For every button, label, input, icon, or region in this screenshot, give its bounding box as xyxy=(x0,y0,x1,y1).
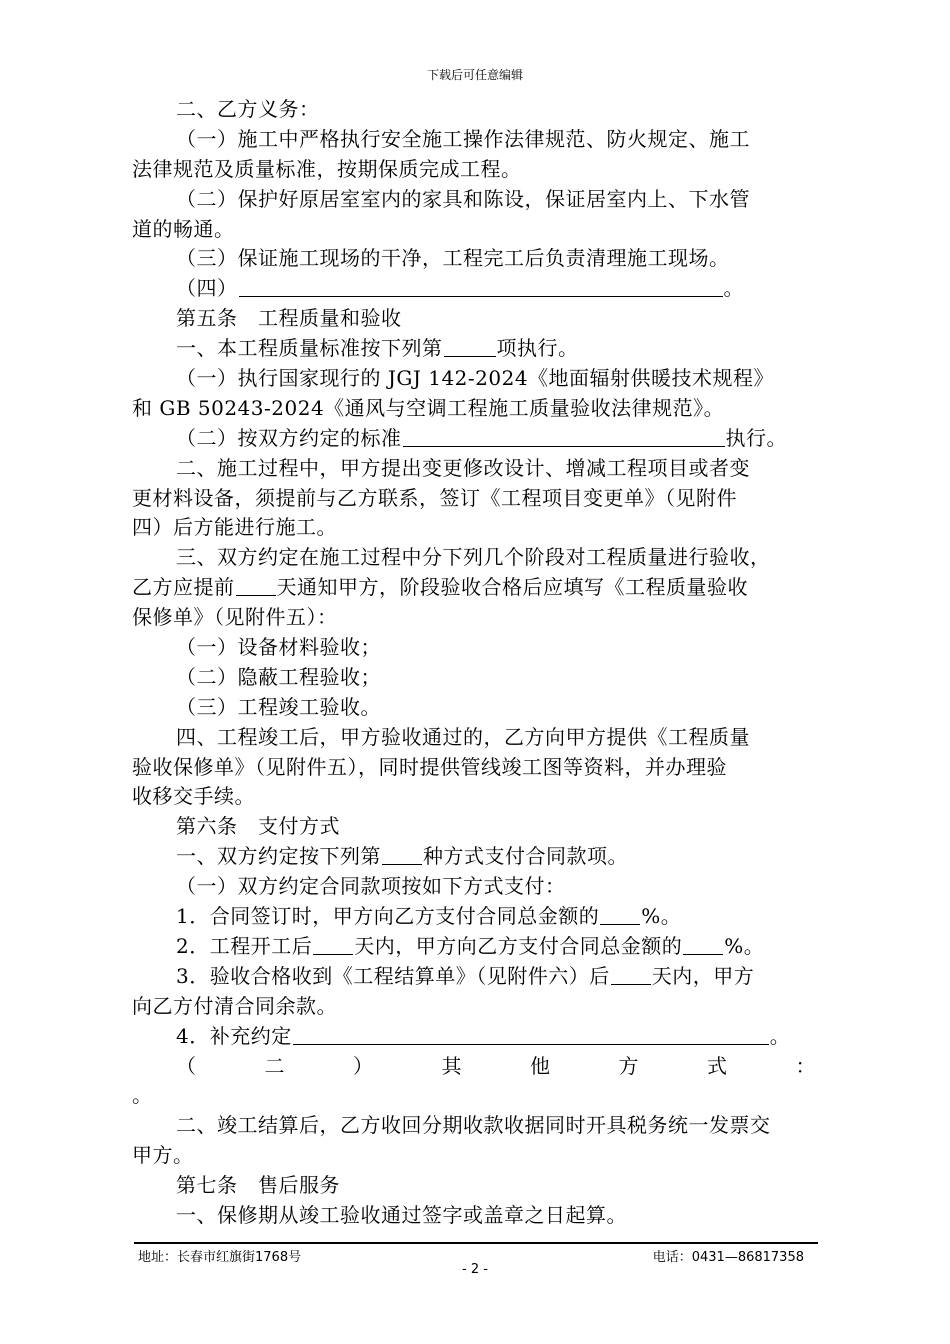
text-line: 二、竣工结算后，乙方收回分期收款收据同时开具税务统一发票交 xyxy=(176,1113,771,1138)
text-line: （一）双方约定合同款项按如下方式支付： xyxy=(176,874,566,899)
text-line: 更材料设备，须提前与乙方联系，签订《工程项目变更单》（见附件 xyxy=(132,485,737,510)
text-line: 四）后方能进行施工。 xyxy=(132,515,337,540)
text-line: 验收保修单》（见附件五），同时提供管线竣工图等资料，并办理验 xyxy=(132,754,727,779)
fill-blank[interactable] xyxy=(683,934,723,955)
footer-divider xyxy=(134,1242,818,1244)
fill-blank[interactable] xyxy=(293,1024,769,1045)
text-line xyxy=(132,842,822,872)
spaced-char: 二 xyxy=(264,1053,285,1078)
spaced-text-line xyxy=(132,1052,822,1082)
text-segment: 一、本工程质量标准按下列第 xyxy=(176,336,443,361)
text-segment: 3．验收合格收到《工程结算单》（见附件六）后 xyxy=(176,963,610,988)
spaced-char: ： xyxy=(795,1053,816,1078)
text-segment: 。 xyxy=(723,276,744,301)
footer-phone: 电话：0431—86817358 xyxy=(652,1250,804,1265)
fill-blank[interactable] xyxy=(236,575,276,596)
text-line: 道的畅通。 xyxy=(132,216,235,241)
spaced-char: 方 xyxy=(618,1053,639,1078)
spaced-char: 式 xyxy=(707,1053,728,1078)
text-segment: 天内，甲方向乙方支付合同总金额的 xyxy=(354,933,683,958)
text-segment: 项执行。 xyxy=(496,336,579,361)
text-line: （二）保护好原居室室内的家具和陈设，保证居室内上、下水管 xyxy=(176,186,750,211)
text-line: 二、施工过程中，甲方提出变更修改设计、增减工程项目或者变 xyxy=(176,455,750,480)
text-segment: （四） xyxy=(176,276,238,301)
section-heading: 第七条 售后服务 xyxy=(176,1173,340,1198)
text-line: （一）执行国家现行的 JGJ 142-2024《地面辐射供暖技术规程》 xyxy=(176,366,775,391)
page-number: - 2 - xyxy=(462,1262,488,1277)
text-segment: 。 xyxy=(769,1023,791,1048)
spaced-char: （ xyxy=(176,1053,197,1078)
text-line xyxy=(132,932,822,962)
document-body xyxy=(132,95,822,1231)
fill-blank[interactable] xyxy=(239,276,723,297)
text-line: 法律规范及质量标准，按期保质完成工程。 xyxy=(132,156,522,181)
text-line: （一）设备材料验收； xyxy=(176,635,381,660)
text-segment: （二）按双方约定的标准 xyxy=(176,425,402,450)
text-line xyxy=(132,962,822,992)
text-segment: %。 xyxy=(724,933,765,958)
text-segment: 乙方应提前 xyxy=(132,575,235,600)
text-segment: 种方式支付合同款项。 xyxy=(423,844,628,869)
fill-blank[interactable] xyxy=(382,844,422,865)
text-line: （三）工程竣工验收。 xyxy=(176,694,381,719)
footer-address: 地址：长春市红旗街1768号 xyxy=(138,1250,302,1265)
text-line xyxy=(132,274,822,304)
section-heading: 第五条 工程质量和验收 xyxy=(176,306,402,331)
text-line: 甲方。 xyxy=(132,1143,194,1168)
text-segment: 天通知甲方，阶段验收合格后应填写《工程质量验收 xyxy=(276,575,748,600)
text-line: （三）保证施工现场的干净，工程完工后负责清理施工现场。 xyxy=(176,246,730,271)
text-segment: 执行。 xyxy=(725,425,787,450)
text-segment: 4．补充约定 xyxy=(176,1023,292,1048)
text-line: 。 xyxy=(132,1083,153,1108)
text-segment: 一、双方约定按下列第 xyxy=(176,844,381,869)
spaced-char: ） xyxy=(353,1053,374,1078)
fill-blank[interactable] xyxy=(313,934,353,955)
text-line xyxy=(132,334,822,364)
fill-blank[interactable] xyxy=(444,336,496,357)
fill-blank[interactable] xyxy=(600,904,640,925)
text-line xyxy=(132,902,822,932)
text-segment: 天内，甲方 xyxy=(651,963,755,988)
fill-blank[interactable] xyxy=(403,426,725,447)
text-line: 一、保修期从竣工验收通过签字或盖章之日起算。 xyxy=(176,1202,627,1227)
text-line: 三、双方约定在施工过程中分下列几个阶段对工程质量进行验收， xyxy=(176,545,771,570)
text-line: 和 GB 50243-2024《通风与空调工程施工质量验收法律规范》。 xyxy=(132,395,725,420)
text-line: （二）隐蔽工程验收； xyxy=(176,664,381,689)
text-line: 二、乙方义务： xyxy=(176,97,320,121)
text-segment: 2．工程开工后 xyxy=(176,933,313,958)
text-line: （一）施工中严格执行安全施工操作法律规范、防火规定、施工 xyxy=(176,126,750,151)
text-line: 收移交手续。 xyxy=(132,784,255,809)
spaced-char: 他 xyxy=(530,1053,551,1078)
text-segment: 1．合同签订时，甲方向乙方支付合同总金额的 xyxy=(176,904,600,929)
text-line: 向乙方付清合同余款。 xyxy=(132,993,337,1018)
section-heading: 第六条 支付方式 xyxy=(176,814,340,839)
text-line: 保修单》（见附件五）： xyxy=(132,605,338,630)
fill-blank[interactable] xyxy=(611,964,651,985)
text-line xyxy=(132,1022,822,1052)
header-note: 下载后可任意编辑 xyxy=(426,68,523,82)
text-line xyxy=(132,424,822,454)
spaced-char: 其 xyxy=(441,1053,462,1078)
text-segment: %。 xyxy=(641,904,682,929)
text-line xyxy=(132,573,822,603)
text-line: 四、工程竣工后，甲方验收通过的，乙方向甲方提供《工程质量 xyxy=(176,724,750,749)
